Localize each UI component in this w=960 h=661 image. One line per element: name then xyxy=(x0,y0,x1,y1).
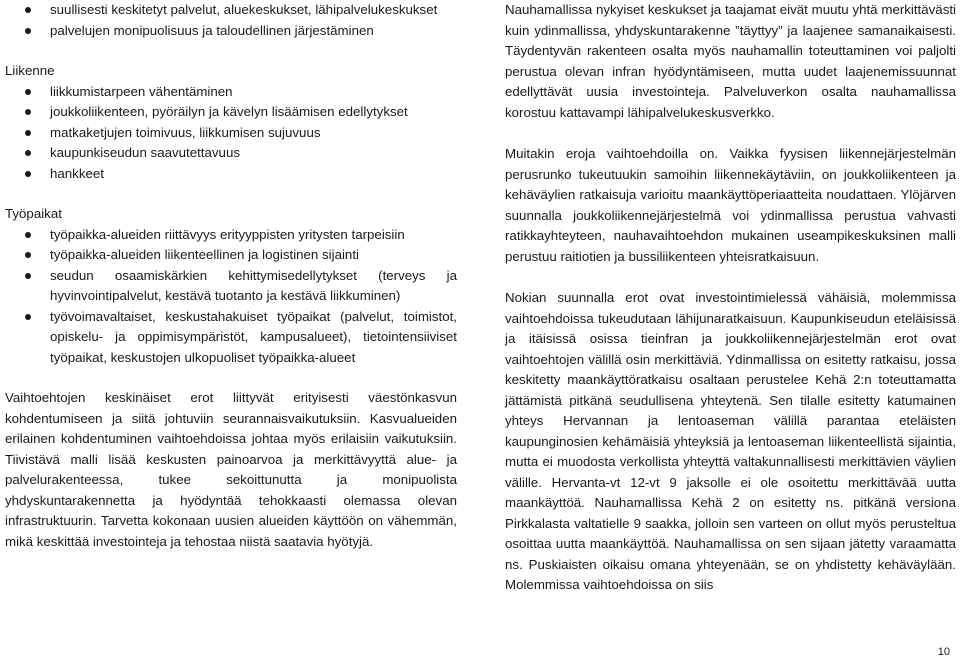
page-number: 10 xyxy=(937,646,950,658)
section-heading-liikenne: Liikenne xyxy=(5,63,55,78)
list-item: työpaikka-alueiden riittävyys erityyppisten yritysten tarpeisiin xyxy=(5,225,457,246)
left-column xyxy=(5,0,457,552)
body-paragraph: Nokian suunnalla erot ovat investointimielessä vähäisiä, molemmissa vaihtoehdoissa tukeudutaan lähijunaratkaisuun. Kaupunkiseudun eteläisissä ja itäisissä osissa tieinfran ja joukkoliikennejärjestelmän erot ovat vaihtoehtojen välillä osin merkittäviä. Ydinmallissa on esitetty ratkaisu, jossa keskitetty maankäyttöratkaisu osaltaan perustelee Kehä 2:n toteuttamatta jättämistä pitkänä seudullisena yhteytenä. Sen tilalle esitetty katumainen yhteys Hervannan ja lentoaseman välillä parantaa eteläisten kaupunginosien kehämäisiä yhteyksiä ja lentoaseman liikenteellistä sijaintia, mutta ei muodosta verkollista yhteyttä valtakunnallisesti merkittävien väylien välille. Hervanta-vt 12-vt 9 jaksolle ei ole osoitettu merkittävää uutta maankäyttöä. Nauhamallissa Kehä 2 on esitetty ns. pitkänä versiona Pirkkalasta valtatielle 9 saakka, jolloin sen varteen on ollut myös perusteltua osoittaa uutta maankäyttöä. Nauhamallissa on sen sijaan jätetty varaamatta ns. Puskiaisten oikaisu omana yhteyenään, se on yhdistetty kehäväylään. Molemmissa vaihtoehdoissa on siis xyxy=(505,290,956,592)
spacer xyxy=(505,267,956,288)
list-item: matkaketjujen toimivuus, liikkumisen sujuvuus xyxy=(5,123,457,144)
list-item: joukkoliikenteen, pyöräilyn ja kävelyn lisäämisen edellytykset xyxy=(5,102,457,123)
body-paragraph: Vaihtoehtojen keskinäiset erot liittyvät erityisesti väestönkasvun kohdentumiseen ja siitä johtuviin seurannaisvaikutuksiin. Kasvualueiden erilainen kohdentuminen vaihtoehdoissa johtaa myös erilaisiin vaikutuksiin. Tiivistävä malli lisää keskusten painoarvoa ja merkittävyyttä alue- ja palvelurakenteessa, tukee sekoittunutta ja monipuolista yhdyskuntarakennetta ja hyödyntää tehokkaasti olemassa olevan infrastruktuurin. Tarvetta kokonaan uusien alueiden käyttöön on vähemmän, mikä keskittää investointeja ja tehostaa niistä saatavia hyötyjä. xyxy=(5,390,457,549)
list-item: työpaikka-alueiden liikenteellinen ja logistinen sijainti xyxy=(5,245,457,266)
list-item: suullisesti keskitetyt palvelut, aluekeskukset, lähipalvelukeskukset xyxy=(5,0,457,21)
spacer xyxy=(5,368,457,388)
liikenne-bullet-list xyxy=(5,82,457,185)
top-bullet-list xyxy=(5,0,457,41)
body-paragraph: Muitakin eroja vaihtoehdoilla on. Vaikka fyysisen liikennejärjestelmän perusrunko tukeutuukin samoihin liikennekäytäviin, on joukkoliikenteen ja kehäväylien ratkaisuja varioitu maankäyttöperiaatteita noudattaen. Ylöjärven suunnalla joukkoliikennejärjestelmä voi ydinmallissa perustua vahvasti ratikkayhteyteen, nauhavaihtoehdon mukainen useampikeskuksinen malli perustuu raitiotien ja bussiliikenteen yhteisratkaisuun. xyxy=(505,146,956,264)
list-item: hankkeet xyxy=(5,164,457,185)
body-paragraph: Nauhamallissa nykyiset keskukset ja taajamat eivät muutu yhtä merkittävästi kuin ydinmallissa, yhdyskuntarakenne ”täyttyy” ja laajenee samanaikaisesti. Täydentyvän rakenteen osalta myös nauhamallin toteuttaminen voi paljolti perustua olevan infran hyödyntämiseen, mutta uudet laajenemissuunnat edellyttävät uusia investointeja. Palveluverkon osalta nauhamallissa korostuu kattavampi lähipalvelukeskusverkko. xyxy=(505,2,956,120)
spacer xyxy=(505,123,956,144)
list-item: seudun osaamiskärkien kehittymisedellytykset (terveys ja hyvinvointipalvelut, kestävä tuotanto ja kestävä liikkuminen) xyxy=(5,266,457,307)
section-heading-tyopaikat: Työpaikat xyxy=(5,206,62,221)
list-item: liikkumistarpeen vähentäminen xyxy=(5,82,457,103)
right-column xyxy=(505,0,956,596)
list-item: työvoimavaltaiset, keskustahakuiset työpaikat (palvelut, toimistot, opiskelu- ja oppimisympäristöt, kampusalueet), tietointensiiviset työpaikat, keskustojen ulkopuoliset työpaikka-alueet xyxy=(5,307,457,369)
list-item: kaupunkiseudun saavutettavuus xyxy=(5,143,457,164)
list-item: palvelujen monipuolisuus ja taloudellinen järjestäminen xyxy=(5,21,457,42)
spacer xyxy=(5,184,457,204)
spacer xyxy=(5,41,457,61)
tyopaikat-bullet-list xyxy=(5,225,457,369)
